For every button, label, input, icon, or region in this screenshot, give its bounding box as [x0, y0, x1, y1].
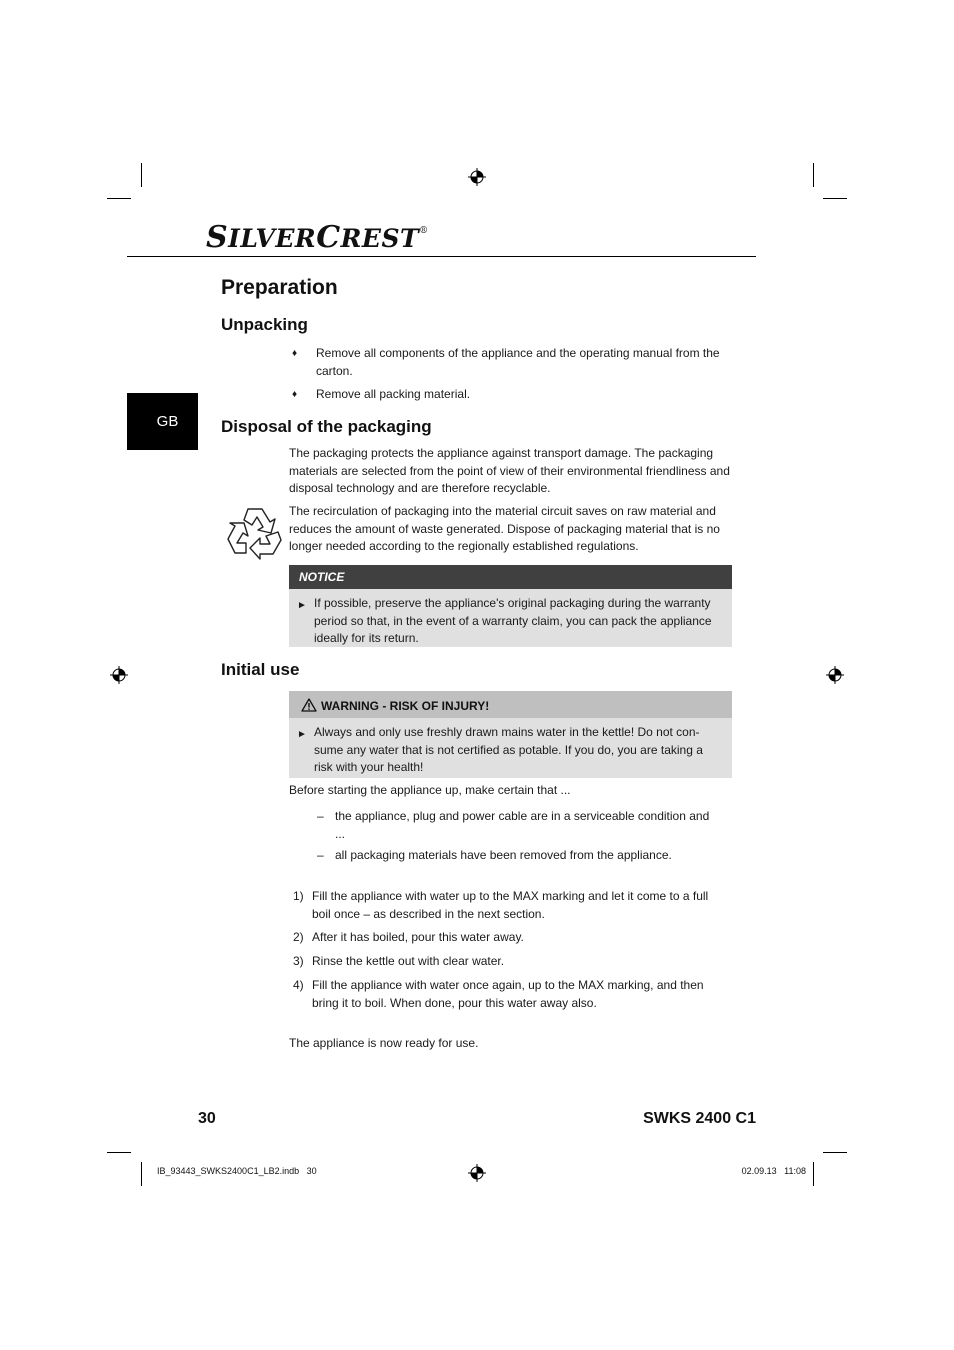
step-number: 2): [293, 930, 304, 944]
arrow-bullet-icon: ►: [297, 729, 307, 740]
notice-body: [289, 589, 732, 647]
crop-mark: [107, 1152, 131, 1153]
registration-mark-icon: [468, 168, 486, 186]
checklist-intro: Before starting the appliance up, make certain that ...: [289, 783, 571, 797]
step-number: 3): [293, 954, 304, 968]
header-rule: [127, 256, 756, 257]
disposal-paragraph-2: The recirculation of packaging into the material circuit saves on raw material and reduces the amount of waste generated. Dispose of packaging material that is no longer needed according to the regionally established regulations.: [289, 504, 720, 553]
registration-mark-icon: [468, 1164, 486, 1182]
dash-bullet: –: [317, 809, 324, 823]
numbered-step: [293, 953, 713, 971]
warning-triangle-icon: [301, 698, 317, 712]
crop-mark: [823, 1152, 847, 1153]
crop-mark: [141, 1162, 142, 1186]
step-number: 1): [293, 889, 304, 903]
list-item: [292, 345, 722, 380]
section-heading-disposal: Disposal of the packaging: [221, 417, 432, 436]
page-number: 30: [198, 1110, 216, 1127]
list-item-text: Remove all components of the appliance and the operating manual from the carton.: [316, 346, 720, 378]
crop-mark: [813, 163, 814, 187]
list-item: [317, 847, 717, 865]
numbered-step: [293, 929, 713, 947]
dash-bullet: –: [317, 848, 324, 862]
warning-body: [289, 718, 732, 778]
crop-mark: [813, 1162, 814, 1186]
language-tab: GB: [127, 393, 198, 450]
arrow-bullet-icon: ►: [297, 600, 307, 611]
notice-header: NOTICE: [289, 565, 732, 589]
crop-mark: [141, 163, 142, 187]
model-number: SWKS 2400 C1: [643, 1110, 756, 1127]
list-item: [292, 386, 722, 404]
list-item: [317, 808, 717, 843]
list-item-text: all packaging materials have been removed from the appliance.: [335, 848, 672, 862]
list-item-text: the appliance, plug and power cable are in a serviceable condition and ...: [335, 809, 710, 841]
disposal-paragraph-1: The packaging protects the appliance against transport damage. The packaging materials are selected from the point of view of their environmental friendliness and disposal technology and are therefore recyclable.: [289, 446, 730, 495]
crop-mark: [823, 198, 847, 199]
registration-mark-icon: [826, 666, 844, 684]
print-slug-file: IB_93443_SWKS2400C1_LB2.indb 30: [157, 1166, 317, 1176]
page-title: Preparation: [221, 276, 338, 299]
warning-label: WARNING - RISK OF INJURY!: [321, 699, 490, 713]
warning-text: Always and only use freshly drawn mains water in the kettle! Do not con-sume any water that is not certified as potable. If you do, you are taking a risk with your health!: [314, 725, 703, 774]
step-text: Fill the appliance with water up to the MAX marking and let it come to a full boil once – as described in the next section.: [312, 889, 709, 921]
step-text: Rinse the kettle out with clear water.: [312, 954, 505, 968]
diamond-bullet-icon: ♦: [292, 348, 298, 359]
notice-text: If possible, preserve the appliance's original packaging during the warranty period so that, in the event of a warranty claim, you can pack the appliance ideally for its return.: [314, 596, 712, 645]
numbered-step: [293, 888, 713, 923]
diamond-bullet-icon: ♦: [292, 389, 298, 400]
list-item-text: Remove all packing material.: [316, 387, 471, 401]
registration-mark-icon: [110, 666, 128, 684]
recycle-icon: [226, 505, 284, 561]
section-heading-unpacking: Unpacking: [221, 315, 308, 334]
print-slug-date: 02.09.13 11:08: [741, 1166, 806, 1176]
step-text: After it has boiled, pour this water away.: [312, 930, 524, 944]
crop-mark: [107, 198, 131, 199]
warning-header: [289, 691, 732, 718]
step-number: 4): [293, 978, 304, 992]
brand-logo: SILVERCREST®: [206, 220, 429, 255]
section-heading-initial-use: Initial use: [221, 660, 300, 679]
step-text: Fill the appliance with water once again, up to the MAX marking, and then bring it to boil. When done, pour this water away also.: [312, 978, 704, 1010]
ready-statement: The appliance is now ready for use.: [289, 1036, 479, 1050]
numbered-step: [293, 977, 713, 1012]
